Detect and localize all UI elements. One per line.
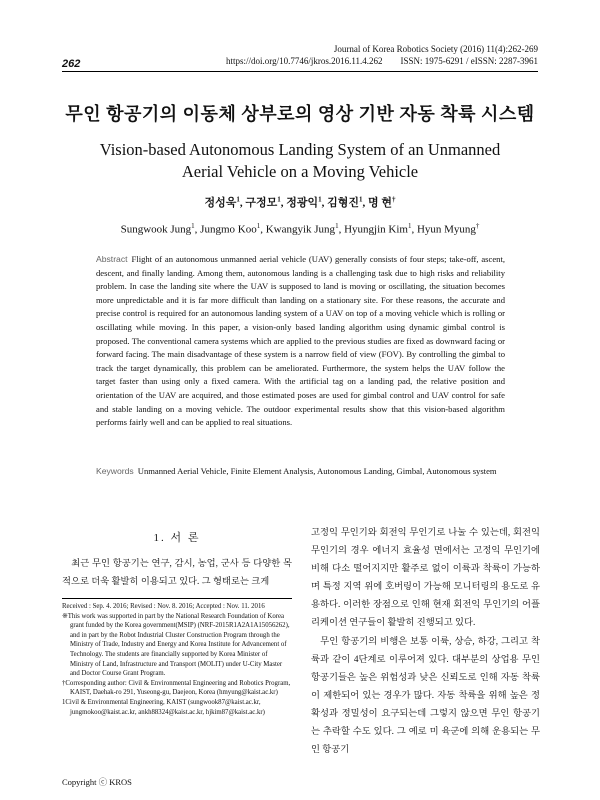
footnote-corresponding: †Corresponding author: Civil & Environmental Engineering and Robotics Program, KAIST, Daehak-ro 291, Yuseong-gu, Daejeon, Korea (hmyung@kaist.ac.kr) [62,679,291,697]
journal-info [226,43,538,67]
header-rule [62,71,538,72]
keywords [96,465,505,478]
author-en: Hyun Myung [416,223,476,236]
author-ko: 김형진 [327,197,360,209]
author-en: Hyungjin Kim [344,223,408,236]
author-en: Jungmo Koo [200,223,257,236]
copyright: Copyright ⓒ KROS [62,777,132,787]
right-column [311,524,540,759]
author-mark: 1 [256,222,261,230]
journal-citation: Journal of Korea Robotics Society (2016) 11(4):262-269 [333,44,538,54]
author-ko: 구정모 [245,197,278,209]
author-ko: 정성욱 [204,197,237,209]
korean-title: 무인 항공기의 이동체 상부로의 영상 기반 자동 착륙 시스템 [65,104,535,124]
footnote-rule [62,598,292,599]
author-mark: 1 [191,222,195,230]
author-mark: 1 [335,222,339,230]
english-title-line-2: Aerial Vehicle on a Moving Vehicle [181,162,419,181]
author-mark: 1 [277,195,281,204]
footnote-affiliation: 1Civil & Environmental Engineering, KAIST (sungwook87@kaist.ac.kr, jungmokoo@kaist.ac.kr, ankh88324@kaist.ac.kr, hjkim87@kaist.ac.kr) [62,698,265,716]
author-mark: 1 [407,222,412,230]
author-ko: 명 현 [368,197,393,209]
english-title [0,139,600,183]
left-column [62,525,292,591]
abstract-text: Flight of an autonomous unmanned aerial vehicle (UAV) generally consists of four steps; take-off, ascent, descent, and finally landing. Among them, autonomous landing is a challenging task due to high risks and reliability problem. In case the landing site where the UAV is supposed to land is moving or oscillating, the situation becomes more unpredictable and it is far more difficult than landing on a stationary site. For these reasons, the accurate and precise control is required for an autonomous landing system of a UAV on top of a moving vehicle which is rolling or oscillating while moving. In this paper, a vision-only based landing algorithm using dynamic gimbal control is proposed. The conventional camera systems which are applied to the previous studies are fixed as downward facing or forward facing. The main disadvantage of these system is a narrow field of view (FOV). By controlling the gimbal to track the target dynamically, this problem can be ameliorated. Furthermore, the system helps the UAV follow the target faster than using only a fixed camera. With the artificial tag on a landing pad, the relative position and orientation of the UAV are acquired, and those estimated poses are used for gimbal control and UAV control for safe and stable landing on a moving vehicle. The outdoor experimental results show that this vision-based algorithm performs fairly well and can be applied to real situations. [96,254,505,428]
author-mark: 1 [359,195,363,204]
author-ko: 정광익 [286,197,319,209]
author-mark: 1 [236,195,240,204]
author-mark: † [475,222,480,230]
author-mark: † [392,195,396,204]
abstract [96,253,505,430]
page-number: 262 [62,58,81,70]
keywords-text: Unmanned Aerial Vehicle, Finite Element Analysis, Autonomous Landing, Gimbal, Autonomous system [137,466,497,476]
english-authors: Sungwook Jung$^1$, Jungmo Koo$^1$, Kwangyik Jung$^1$, Hyungjin Kim$^1$, Hyun Myung† [120,222,480,236]
author-mark: 1 [318,195,322,204]
footnotes [62,602,292,717]
footnote-funding: ※This work was supported in part by the National Research Foundation of Korea grant funded by the Korea government(MSIP) (NRF-2015R1A2A1A15056262), and in part by the Robot Industrial Cluster Construction Program through the Ministry of Trade, Industry and Energy and Korea Institute for Advancement of Technology. The students are financially supported by Korea Minister of Ministry of Land, Infrastructure and Transport (MOLIT) under U-City Master and Doctor Course Grant Program. [62,612,290,678]
doi-issn-line[interactable]: https://doi.org/10.7746/jkros.2016.11.4.262 ISSN: 1975-6291 / eISSN: 2287-3961 [225,56,538,66]
footnote-received: Received : Sep. 4. 2016; Revised : Nov. 8. 2016; Accepted : Nov. 11. 2016 [62,603,265,610]
english-title-line-1: Vision-based Autonomous Landing System of an Unmanned [99,140,501,159]
intro-paragraph-right-2: 무인 항공기의 비행은 보통 이륙, 상승, 하강, 그리고 착륙과 같이 4단계로 이루어져 있다. 대부분의 상업용 무인 항공기들은 높은 위험성과 낮은 신뢰도로 인해 자동 착륙이 제한되어 있는 경우가 많다. 자동 착륙을 위해 높은 정확성과 정밀성이 요구되는데 그렇지 않으면 무인 항공기는 추락할 수도 있다. 그 예로 미 육군에 의해 운용되는 무인 항공기 [311,636,540,756]
intro-paragraph-right-1: 고정익 무인기와 회전익 무인기로 나눌 수 있는데, 회전익 무인기의 경우 에너지 효율성 면에서는 고정익 무인기에 비해 다소 떨어지지만 활주로 없이 이륙과 착륙이 가능하며 특정 지역 위에 호버링이 가능해 모니터링의 용도로 유용하다. 이러한 장점으로 인해 현재 회전익 무인기의 어플리케이션 연구들이 활발히 진행되고 있다. [311,528,540,629]
author-en: Sungwook Jung [120,223,192,236]
intro-paragraph-left: 최근 무인 항공기는 연구, 감시, 농업, 군사 등 다양한 목적으로 더욱 활발히 이용되고 있다. 그 형태로는 크게 [62,559,292,587]
abstract-label: Abstract [96,254,128,264]
korean-authors: 정성욱$^1$, 구정모$^1$, 정광익$^1$, 김형진$^1$, 명 현† [204,195,396,209]
section-heading: 1. 서 론 [153,532,201,544]
keywords-label: Keywords [96,466,134,476]
author-en: Kwangyik Jung [265,223,336,236]
